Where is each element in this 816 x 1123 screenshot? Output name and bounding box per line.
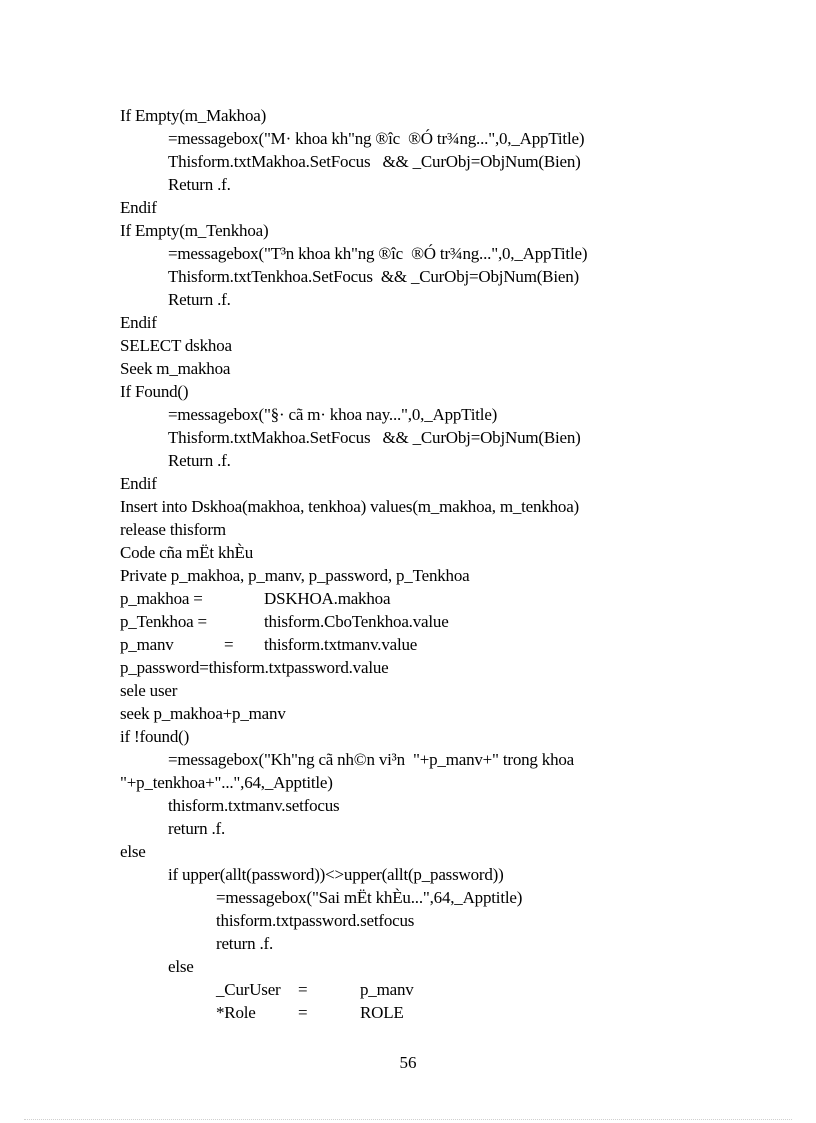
code-line: return .f. [216, 934, 274, 953]
code-line: Endif [120, 198, 157, 217]
code-line: else [120, 842, 146, 861]
assignment-target: _CurUser [216, 980, 281, 999]
assignment-value: thisform.CboTenkhoa.value [264, 612, 449, 631]
assignment-value: ROLE [360, 1003, 404, 1022]
assignment-operator: = [224, 635, 234, 654]
assignment-line [120, 1001, 740, 1024]
code-line: SELECT dskhoa [120, 336, 232, 355]
code-line: seek p_makhoa+p_manv [120, 704, 286, 723]
assignment-target: p_Tenkhoa = [120, 612, 207, 631]
code-line: Return .f. [168, 175, 231, 194]
code-line: Insert into Dskhoa(makhoa, tenkhoa) values(m_makhoa, m_tenkhoa) [120, 497, 580, 516]
code-line: thisform.txtpassword.setfocus [216, 911, 415, 930]
code-line: Endif [120, 474, 157, 493]
code-line: Seek m_makhoa [120, 359, 231, 378]
assignment-value: thisform.txtmanv.value [264, 635, 418, 654]
assignment-value: DSKHOA.makhoa [264, 589, 391, 608]
code-line: If Empty(m_Makhoa) [120, 106, 267, 125]
page-bottom-divider [24, 1119, 792, 1120]
code-line: if upper(allt(password))<>upper(allt(p_password)) [168, 865, 504, 884]
code-line: thisform.txtmanv.setfocus [168, 796, 340, 815]
code-line: Thisform.txtMakhoa.SetFocus && _CurObj=ObjNum(Bien) [168, 428, 581, 447]
code-line: =messagebox("T³n khoa kh"ng ®îc ®Ó tr¾ng...",0,_AppTitle) [168, 244, 588, 263]
code-line: else [168, 957, 194, 976]
section-heading: Code cña mËt khÈu [120, 543, 254, 562]
page-number: 56 [399, 1053, 417, 1072]
code-line: =messagebox("Sai mËt khÈu...",64,_Apptitle) [216, 888, 523, 907]
code-line: Thisform.txtTenkhoa.SetFocus && _CurObj=ObjNum(Bien) [168, 267, 579, 286]
code-line: Return .f. [168, 290, 231, 309]
code-line: p_password=thisform.txtpassword.value [120, 658, 389, 677]
assignment-target: p_makhoa = [120, 589, 203, 608]
code-line: =messagebox("§· cã m· khoa nay...",0,_AppTitle) [168, 405, 498, 424]
code-line: Return .f. [168, 451, 231, 470]
code-line: =messagebox("Kh"ng cã nh©n vi³n "+p_manv+" trong khoa [168, 750, 575, 769]
assignment-line [120, 633, 740, 656]
code-line: Private p_makhoa, p_manv, p_password, p_Tenkhoa [120, 566, 470, 585]
code-line: "+p_tenkhoa+"...",64,_Apptitle) [120, 773, 333, 792]
code-line: sele user [120, 681, 178, 700]
assignment-line [120, 587, 740, 610]
code-line: If Found() [120, 382, 189, 401]
assignment-target: *Role [216, 1003, 256, 1022]
code-line: Thisform.txtMakhoa.SetFocus && _CurObj=ObjNum(Bien) [168, 152, 581, 171]
code-line: release thisform [120, 520, 226, 539]
assignment-line [120, 610, 740, 633]
assignment-operator: = [298, 1003, 308, 1022]
code-line: Endif [120, 313, 157, 332]
code-line: =messagebox("M· khoa kh"ng ®îc ®Ó tr¾ng...",0,_AppTitle) [168, 129, 585, 148]
assignment-line [120, 978, 740, 1001]
code-line: if !found() [120, 727, 190, 746]
code-line: If Empty(m_Tenkhoa) [120, 221, 269, 240]
assignment-value: p_manv [360, 980, 414, 999]
assignment-target: p_manv [120, 635, 174, 654]
code-line: return .f. [168, 819, 226, 838]
code-listing [120, 104, 740, 1024]
assignment-operator: = [298, 980, 308, 999]
